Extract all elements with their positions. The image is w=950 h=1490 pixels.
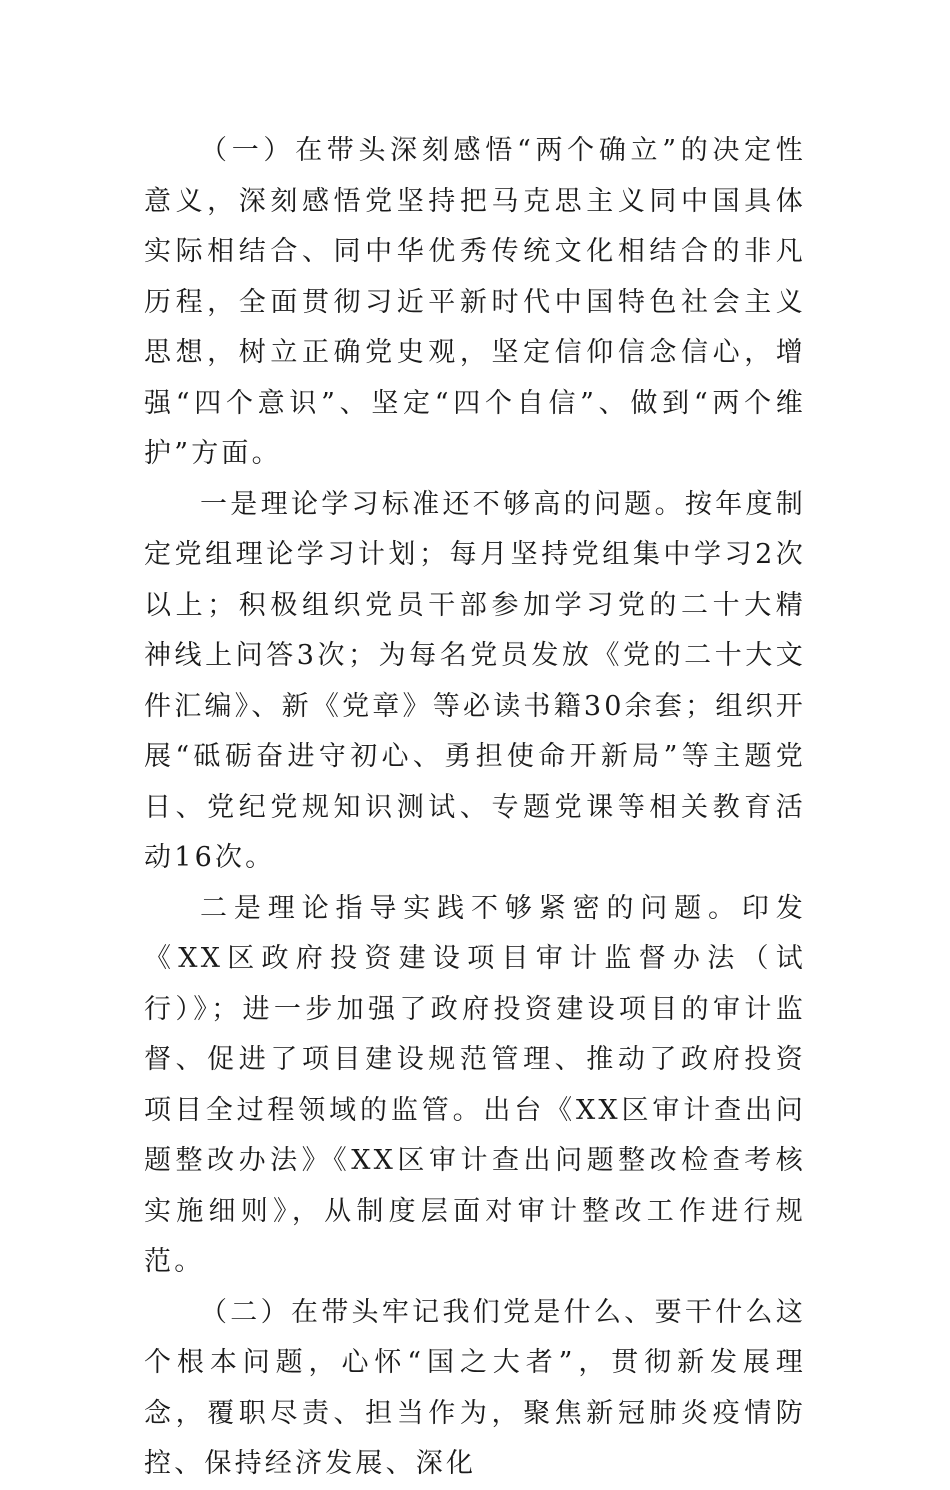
document-body xyxy=(144,126,806,1490)
section-heading-1: （一）在带头深刻感悟“两个确立”的决定性意义，深刻感悟党坚持把马克思主义同中国具体实际相结合、同中华优秀传统文化相结合的非凡历程，全面贯彻习近平新时代中国特色社会主义思想，树立正确党史观，坚定信仰信念信心，增强“四个意识”、坚定“四个自信”、做到“两个维护”方面。 xyxy=(144,135,806,469)
paragraph-theory-practice: 二是理论指导实践不够紧密的问题。印发《XX区政府投资建设项目审计监督办法（试行）》；进一步加强了政府投资建设项目的审计监督、促进了项目建设规范管理、推动了政府投资项目全过程领域的监管。出台《XX区审计查出问题整改办法》《XX区审计查出问题整改检查考核实施细则》，从制度层面对审计整改工作进行规范。 xyxy=(144,892,806,1277)
paragraph-theory-study: 一是理论学习标准还不够高的问题。按年度制定党组理论学习计划；每月坚持党组集中学习2次以上；积极组织党员干部参加学习党的二十大精神线上问答3次；为每名党员发放《党的二十大文件汇编》、新《党章》等必读书籍30余套；组织开展“砥砺奋进守初心、勇担使命开新局”等主题党日、党纪党规知识测试、专题党课等相关教育活动16次。 xyxy=(144,488,806,873)
section-heading-2: （二）在带头牢记我们党是什么、要干什么这个根本问题，心怀“国之大者”，贯彻新发展理念，覆职尽责、担当作为，聚焦新冠肺炎疫情防控、保持经济发展、深化 xyxy=(144,1296,806,1479)
